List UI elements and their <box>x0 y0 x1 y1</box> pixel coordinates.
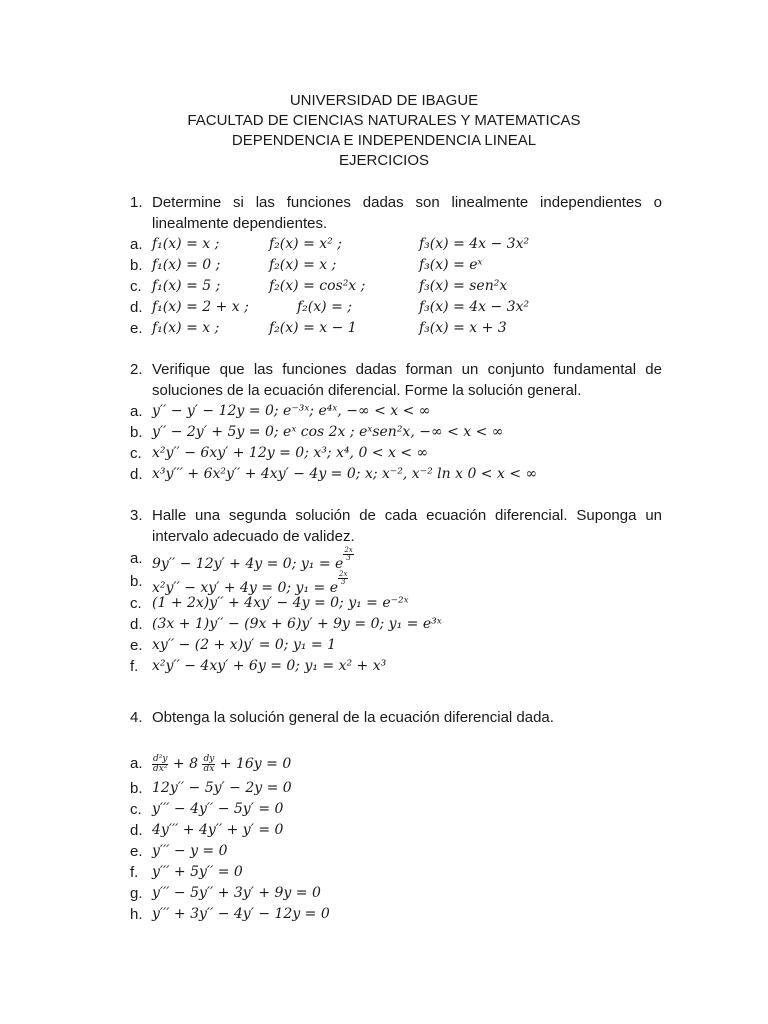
function-f3: f₃(x) = sen²x <box>419 278 508 294</box>
item-label: d. <box>130 822 143 839</box>
function-f2: f₂(x) = x² ; <box>269 236 342 252</box>
exercise-item <box>130 841 662 862</box>
item-label: f. <box>130 864 139 881</box>
item-label: b. <box>130 573 143 590</box>
equation: x²y′′ − 4xy′ + 6y = 0; y₁ = x² + x³ <box>152 658 387 674</box>
equation: x²y′′ − xy′ + 4y = 0; y₁ = e $\frac{2x}{3}$ <box>152 570 348 596</box>
question-number: 2. <box>130 361 143 378</box>
document-header <box>0 91 768 171</box>
item-label: e. <box>130 320 143 337</box>
function-f1: f₁(x) = x ; <box>152 236 220 252</box>
fraction-denominator: dx <box>203 763 215 774</box>
item-label: b. <box>130 257 143 274</box>
item-label: d. <box>130 616 143 633</box>
equation: y′′′ − 5y′′ + 3y′ + 9y = 0 <box>152 885 321 901</box>
function-f2: f₂(x) = x − 1 <box>269 320 357 336</box>
equation: y′′′ + 5y′′ = 0 <box>152 864 243 880</box>
equation: y′′ − 2y′ + 5y = 0; eˣ cos 2x ; eˣsen²x, −∞ < x < ∞ <box>152 424 504 440</box>
faculty-name: FACULTAD DE CIENCIAS NATURALES Y MATEMATICAS <box>187 112 581 129</box>
equation-text: + 16y = 0 <box>215 756 292 772</box>
function-f2: f₂(x) = x ; <box>269 257 337 273</box>
fraction-numerator: 2x <box>339 570 348 578</box>
exercise-item <box>130 593 662 614</box>
exercise-item <box>130 318 662 339</box>
first-derivative-fraction <box>202 755 215 774</box>
function-f2: f₂(x) = ; <box>297 299 352 315</box>
exercise-item <box>130 862 662 883</box>
equation-text: + 8 <box>168 756 199 772</box>
item-label: a. <box>130 236 143 253</box>
question-3 <box>130 505 662 677</box>
item-label: b. <box>130 780 143 797</box>
fraction-denominator: dx² <box>153 763 168 774</box>
fraction-numerator: d²y <box>153 753 168 764</box>
function-f3: f₃(x) = x + 3 <box>419 320 507 336</box>
exercise-item <box>130 750 662 778</box>
equation: 4y′′′ + 4y′′ + y′ = 0 <box>152 822 284 838</box>
exercise-item <box>130 297 662 318</box>
equation-text: 9y′′ − 12y′ + 4y = 0; y₁ = <box>152 556 336 572</box>
question-1 <box>130 192 662 339</box>
question-text: Verifique que las funciones dadas forman un conjunto fundamental de soluciones de la ecuación diferencial. Forme la solución general. <box>152 361 662 399</box>
item-label: d. <box>130 299 143 316</box>
equation <box>152 750 291 778</box>
function-f3: f₃(x) = 4x − 3x² <box>419 299 530 315</box>
question-number: 4. <box>130 709 143 726</box>
equation: 12y′′ − 5y′ − 2y = 0 <box>152 780 292 796</box>
equation: xy′′ − (2 + x)y′ = 0; y₁ = 1 <box>152 637 337 653</box>
question-number: 3. <box>130 507 143 524</box>
fraction-denominator: 3 <box>340 578 346 586</box>
equation: y′′′ − y = 0 <box>152 843 228 859</box>
item-label: c. <box>130 278 142 295</box>
item-label: e. <box>130 637 143 654</box>
exponent-fraction <box>343 547 353 562</box>
exercise-item <box>130 635 662 656</box>
item-label: a. <box>130 755 143 772</box>
exponent-fraction <box>338 571 348 586</box>
item-label: e. <box>130 843 143 860</box>
exercise-item <box>130 255 662 276</box>
item-label: h. <box>130 906 143 923</box>
second-derivative-fraction <box>152 755 168 774</box>
exercise-item <box>130 820 662 841</box>
equation: (3x + 1)y′′ − (9x + 6)y′ + 9y = 0; y₁ = e³ˣ <box>152 616 442 632</box>
item-label: d. <box>130 466 143 483</box>
exercise-item <box>130 799 662 820</box>
question-2 <box>130 359 662 485</box>
function-f1: f₁(x) = 0 ; <box>152 257 221 273</box>
item-label: c. <box>130 801 142 818</box>
exercise-item <box>130 401 662 422</box>
equation: 9y′′ − 12y′ + 4y = 0; y₁ = e $\frac{2x}{3}$ <box>152 546 353 572</box>
exercise-item <box>130 443 662 464</box>
function-f3: f₃(x) = 4x − 3x² <box>419 236 530 252</box>
item-label: a. <box>130 550 143 567</box>
exercise-item <box>130 464 662 485</box>
equation-text: x²y′′ − xy′ + 4y = 0; y₁ = <box>152 580 330 596</box>
exercise-item <box>130 570 662 596</box>
function-f2: f₂(x) = cos²x ; <box>269 278 366 294</box>
question-text: Obtenga la solución general de la ecuación diferencial dada. <box>152 709 554 726</box>
item-label: a. <box>130 403 143 420</box>
fraction-numerator: 2x <box>344 546 353 554</box>
function-f1: f₁(x) = 5 ; <box>152 278 221 294</box>
exercise-item <box>130 547 662 571</box>
equation: y′′′ − 4y′′ − 5y′ = 0 <box>152 801 284 817</box>
question-4 <box>130 707 662 925</box>
exercise-item <box>130 422 662 443</box>
university-name: UNIVERSIDAD DE IBAGUE <box>289 92 479 109</box>
fraction-denominator: 3 <box>346 554 351 562</box>
item-label: c. <box>130 445 142 462</box>
exercise-item <box>130 234 662 255</box>
exercise-item <box>130 904 662 925</box>
equation: y′′′ + 3y′′ − 4y′ − 12y = 0 <box>152 906 330 922</box>
item-label: c. <box>130 595 142 612</box>
item-label: f. <box>130 658 139 675</box>
fraction-numerator: dy <box>203 753 215 764</box>
question-text: Determine si las funciones dadas son linealmente independientes o linealmente dependientes. <box>152 194 662 232</box>
function-f1: f₁(x) = 2 + x ; <box>152 299 249 315</box>
section-title: EJERCICIOS <box>338 152 429 169</box>
exercise-item <box>130 778 662 799</box>
equation: (1 + 2x)y′′ + 4xy′ − 4y = 0; y₁ = e⁻²ˣ <box>152 595 409 611</box>
exercise-item <box>130 276 662 297</box>
equation: y′′ − y′ − 12y = 0; e⁻³ˣ; e⁴ˣ, −∞ < x < ∞ <box>152 403 431 419</box>
exercise-item <box>130 656 662 677</box>
function-f3: f₃(x) = eˣ <box>419 257 483 273</box>
item-label: g. <box>130 885 143 902</box>
exercise-item <box>130 883 662 904</box>
topic-title: DEPENDENCIA E INDEPENDENCIA LINEAL <box>231 132 537 149</box>
question-text: Halle una segunda solución de cada ecuación diferencial. Suponga un intervalo adecuado de validez. <box>152 507 662 545</box>
item-label: b. <box>130 424 143 441</box>
question-number: 1. <box>130 194 143 211</box>
function-f1: f₁(x) = x ; <box>152 320 220 336</box>
exercise-item <box>130 614 662 635</box>
equation: x²y′′ − 6xy′ + 12y = 0; x³; x⁴, 0 < x < ∞ <box>152 445 429 461</box>
equation: x³y′′′ + 6x²y′′ + 4xy′ − 4y = 0; x; x⁻², x⁻² ln x 0 < x < ∞ <box>152 466 538 482</box>
